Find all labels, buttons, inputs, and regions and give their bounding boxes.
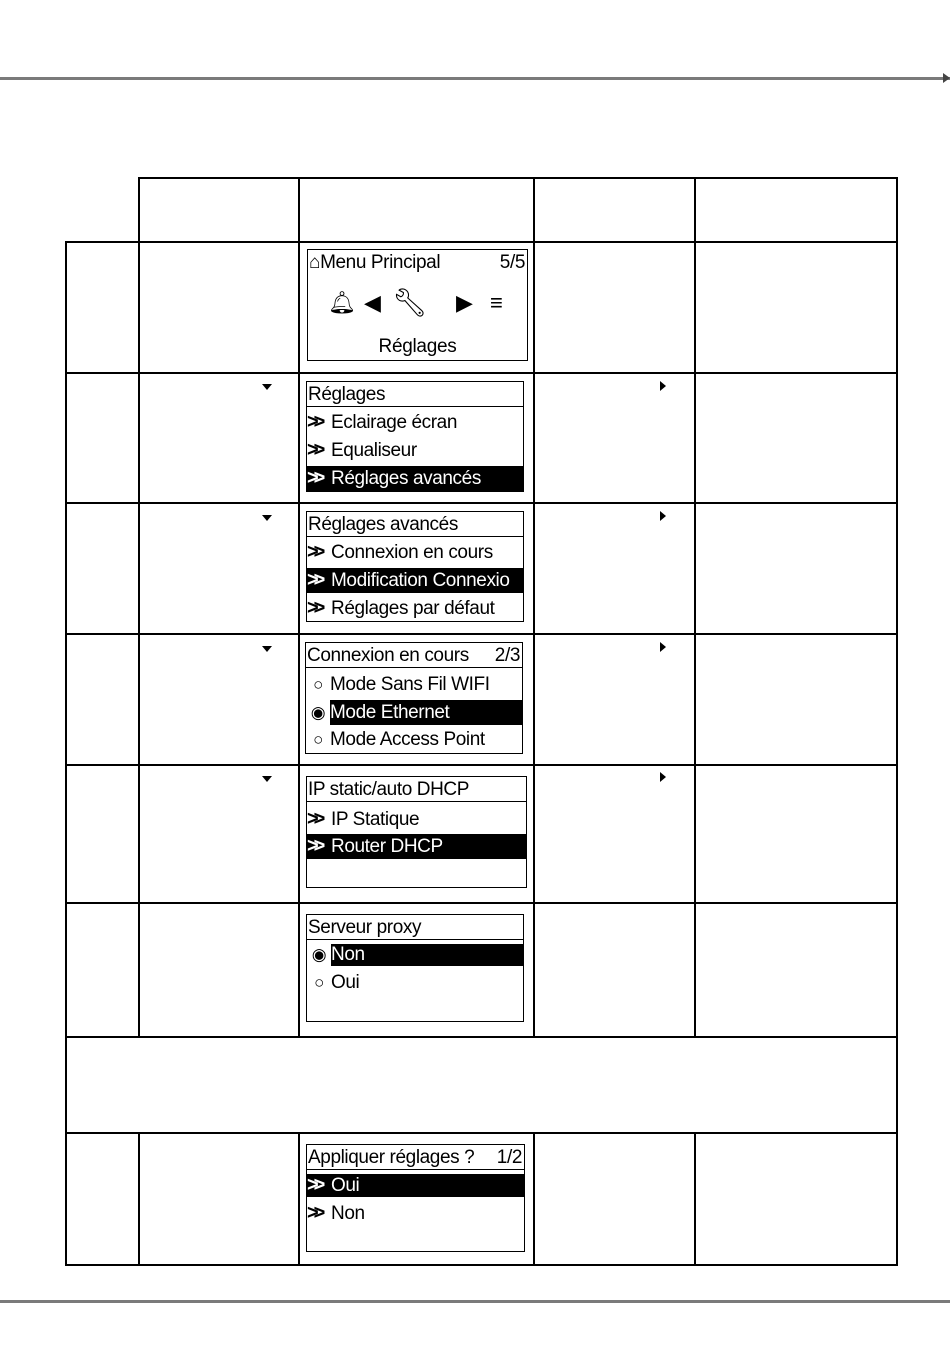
table-border (65, 241, 898, 243)
menu-carousel (308, 287, 527, 326)
menu-item-modification: >> Modification Connexio (307, 568, 523, 593)
menu-item-equaliseur: >> Equaliseur (307, 439, 417, 461)
menu-item-eclairage: >> Eclairage écran (307, 411, 458, 433)
lcd-title: ⌂Menu Principal 5/5 (308, 250, 527, 274)
right-arrow-icon: ▶ (456, 290, 473, 315)
table-border (896, 177, 898, 1265)
table-border (65, 1036, 898, 1038)
lcd-title: IP static/auto DHCP (307, 777, 526, 802)
down-arrow-icon (262, 515, 272, 521)
radio-item-ethernet: ◉ Mode Ethernet (306, 700, 522, 725)
lcd-title: Connexion en cours 2/3 (306, 643, 522, 668)
menu-item-connexion: >> Connexion en cours (307, 541, 493, 563)
table-border (138, 1132, 140, 1265)
radio-empty-icon: ○ (314, 973, 324, 992)
menu-caption: Réglages (378, 336, 457, 357)
radio-empty-icon: ○ (313, 675, 323, 694)
radio-selected-icon: ◉ (306, 700, 330, 725)
chevron-right-icon: >> (307, 541, 321, 563)
radio-empty-icon: ○ (313, 730, 323, 749)
table-border (298, 1132, 300, 1265)
table-border (533, 1132, 535, 1265)
radio-item-oui: ○ Oui (307, 970, 523, 995)
radio-selected-icon: ◉ (307, 944, 331, 966)
top-rule (0, 77, 950, 80)
table-border (138, 177, 898, 179)
radio-item-access-point: ○ Mode Access Point (306, 727, 522, 752)
chevron-right-icon: >> (307, 1202, 321, 1224)
table-border (298, 177, 300, 1037)
radio-item-wifi: ○ Mode Sans Fil WIFI (306, 672, 522, 697)
rule-arrow-icon (943, 73, 950, 83)
table-border (138, 177, 140, 1037)
table-border (65, 764, 898, 766)
right-arrow-icon (660, 642, 666, 652)
menu-item-defaut: >> Réglages par défaut (307, 597, 495, 619)
right-arrow-icon (660, 772, 666, 782)
menu-item-reglages-avances: >> Réglages avancés (307, 466, 523, 491)
table-border (65, 1132, 898, 1134)
bell-icon: 🔔︎ (328, 290, 356, 315)
chevron-right-icon: >> (307, 835, 321, 857)
chevron-right-icon: >> (307, 597, 321, 619)
lcd-screen-ip (306, 776, 527, 888)
menu-item-router-dhcp: >> Router DHCP (307, 834, 526, 859)
chevron-right-icon: >> (307, 808, 321, 830)
table-border (533, 177, 535, 1037)
table-border (694, 177, 696, 1037)
right-arrow-icon (660, 381, 666, 391)
lcd-screen-appliquer (306, 1144, 525, 1252)
lcd-screen-connexion (305, 642, 523, 754)
chevron-right-icon: >> (307, 411, 321, 433)
table-border (65, 633, 898, 635)
down-arrow-icon (262, 646, 272, 652)
lcd-screen-reglages (306, 381, 524, 492)
table-border (65, 902, 898, 904)
right-arrow-icon (660, 511, 666, 521)
radio-item-non: ◉ Non (307, 944, 523, 966)
page-indicator: 1/2 (496, 1147, 522, 1168)
menu-item-ip-statique: >> IP Statique (307, 808, 420, 830)
chevron-right-icon: >> (307, 1174, 321, 1196)
menu-item-non: >> Non (307, 1202, 365, 1224)
table-border (65, 1264, 898, 1266)
wrench-icon: 🔧︎ (392, 287, 428, 318)
lcd-screen-proxy (306, 914, 524, 1022)
left-arrow-icon: ◀ (364, 290, 381, 315)
lcd-title: Serveur proxy (307, 915, 523, 940)
lcd-title: Réglages avancés (307, 512, 523, 537)
table-border (65, 241, 67, 1265)
page-indicator: 5/5 (499, 252, 525, 273)
lcd-title: Appliquer réglages ? 1/2 (307, 1145, 524, 1170)
lcd-screen-main-menu (307, 249, 528, 361)
table-border (694, 1132, 696, 1265)
page-indicator: 2/3 (494, 645, 520, 666)
bottom-rule (0, 1300, 950, 1303)
down-arrow-icon (262, 776, 272, 782)
list-icon: ≡ (490, 290, 503, 315)
lcd-title: Réglages (307, 382, 523, 407)
menu-item-oui: >> Oui (307, 1174, 524, 1197)
table-border (65, 372, 898, 374)
lcd-screen-reglages-avances (306, 511, 524, 622)
chevron-right-icon: >> (307, 569, 321, 591)
table-border (65, 502, 898, 504)
chevron-right-icon: >> (307, 467, 321, 489)
home-icon: ⌂ (309, 252, 321, 273)
chevron-right-icon: >> (307, 439, 321, 461)
down-arrow-icon (262, 384, 272, 390)
